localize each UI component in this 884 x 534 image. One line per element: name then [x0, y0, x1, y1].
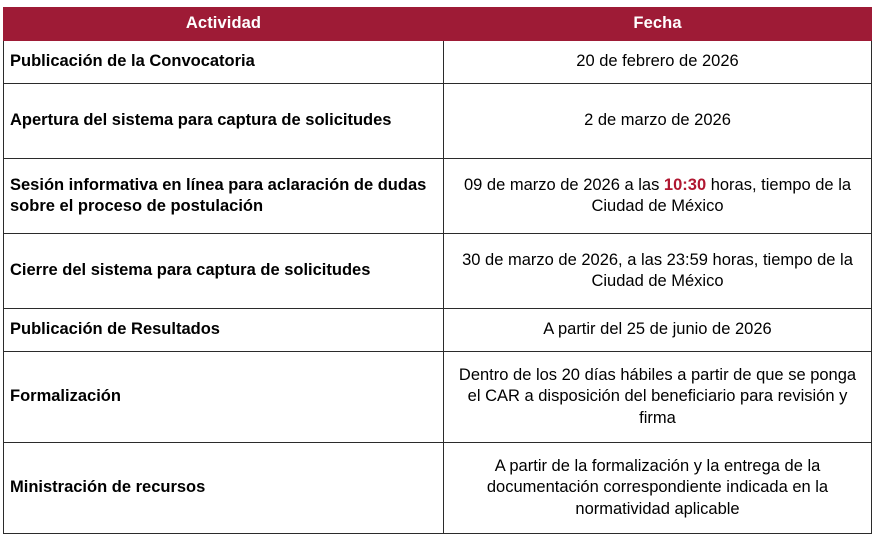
- date-text: 30 de marzo de 2026, a las 23:59 horas, tiempo de la Ciudad de México: [462, 250, 853, 290]
- date-text: 20 de febrero de 2026: [576, 52, 739, 71]
- cell-date: [444, 234, 872, 309]
- cell-activity: Publicación de la Convocatoria: [4, 41, 444, 84]
- table-row: [4, 41, 872, 84]
- table-row: [4, 309, 872, 352]
- table-header: [4, 8, 872, 41]
- table-row: [4, 234, 872, 309]
- cell-activity: Ministración de recursos: [4, 443, 444, 534]
- cell-date: [444, 41, 872, 84]
- schedule-table: [3, 7, 872, 534]
- date-text: A partir del 25 de junio de 2026: [543, 320, 772, 339]
- cell-date: [444, 309, 872, 352]
- date-text: 2 de marzo de 2026: [584, 111, 731, 130]
- column-header-actividad: Actividad: [4, 8, 444, 41]
- date-highlight: 10:30: [663, 175, 707, 194]
- cell-activity: Cierre del sistema para captura de solicitudes: [4, 234, 444, 309]
- cell-activity: Apertura del sistema para captura de solicitudes: [4, 84, 444, 159]
- document-page: [0, 7, 884, 520]
- table-body: [4, 41, 872, 534]
- cell-date: [444, 352, 872, 443]
- table-row: [4, 159, 872, 234]
- cell-date: [444, 84, 872, 159]
- date-text-before: 09 de marzo de 2026 a las: [463, 175, 664, 194]
- cell-date: [444, 159, 872, 234]
- table-row: [4, 84, 872, 159]
- header-row: [4, 8, 872, 41]
- table-row: [4, 352, 872, 443]
- date-text: A partir de la formalización y la entrega de la documentación correspondiente indicada en la normatividad aplicable: [486, 457, 829, 518]
- cell-activity: Publicación de Resultados: [4, 309, 444, 352]
- table-row: [4, 443, 872, 534]
- cell-date: [444, 443, 872, 534]
- cell-activity: Formalización: [4, 352, 444, 443]
- column-header-fecha: Fecha: [444, 8, 872, 41]
- date-text: Dentro de los 20 días hábiles a partir de que se ponga el CAR a disposición del beneficiario para revisión y firma: [458, 366, 857, 427]
- date-text-after: horas, tiempo de la Ciudad de México: [591, 175, 852, 215]
- cell-activity: Sesión informativa en línea para aclaración de dudas sobre el proceso de postulación: [4, 159, 444, 234]
